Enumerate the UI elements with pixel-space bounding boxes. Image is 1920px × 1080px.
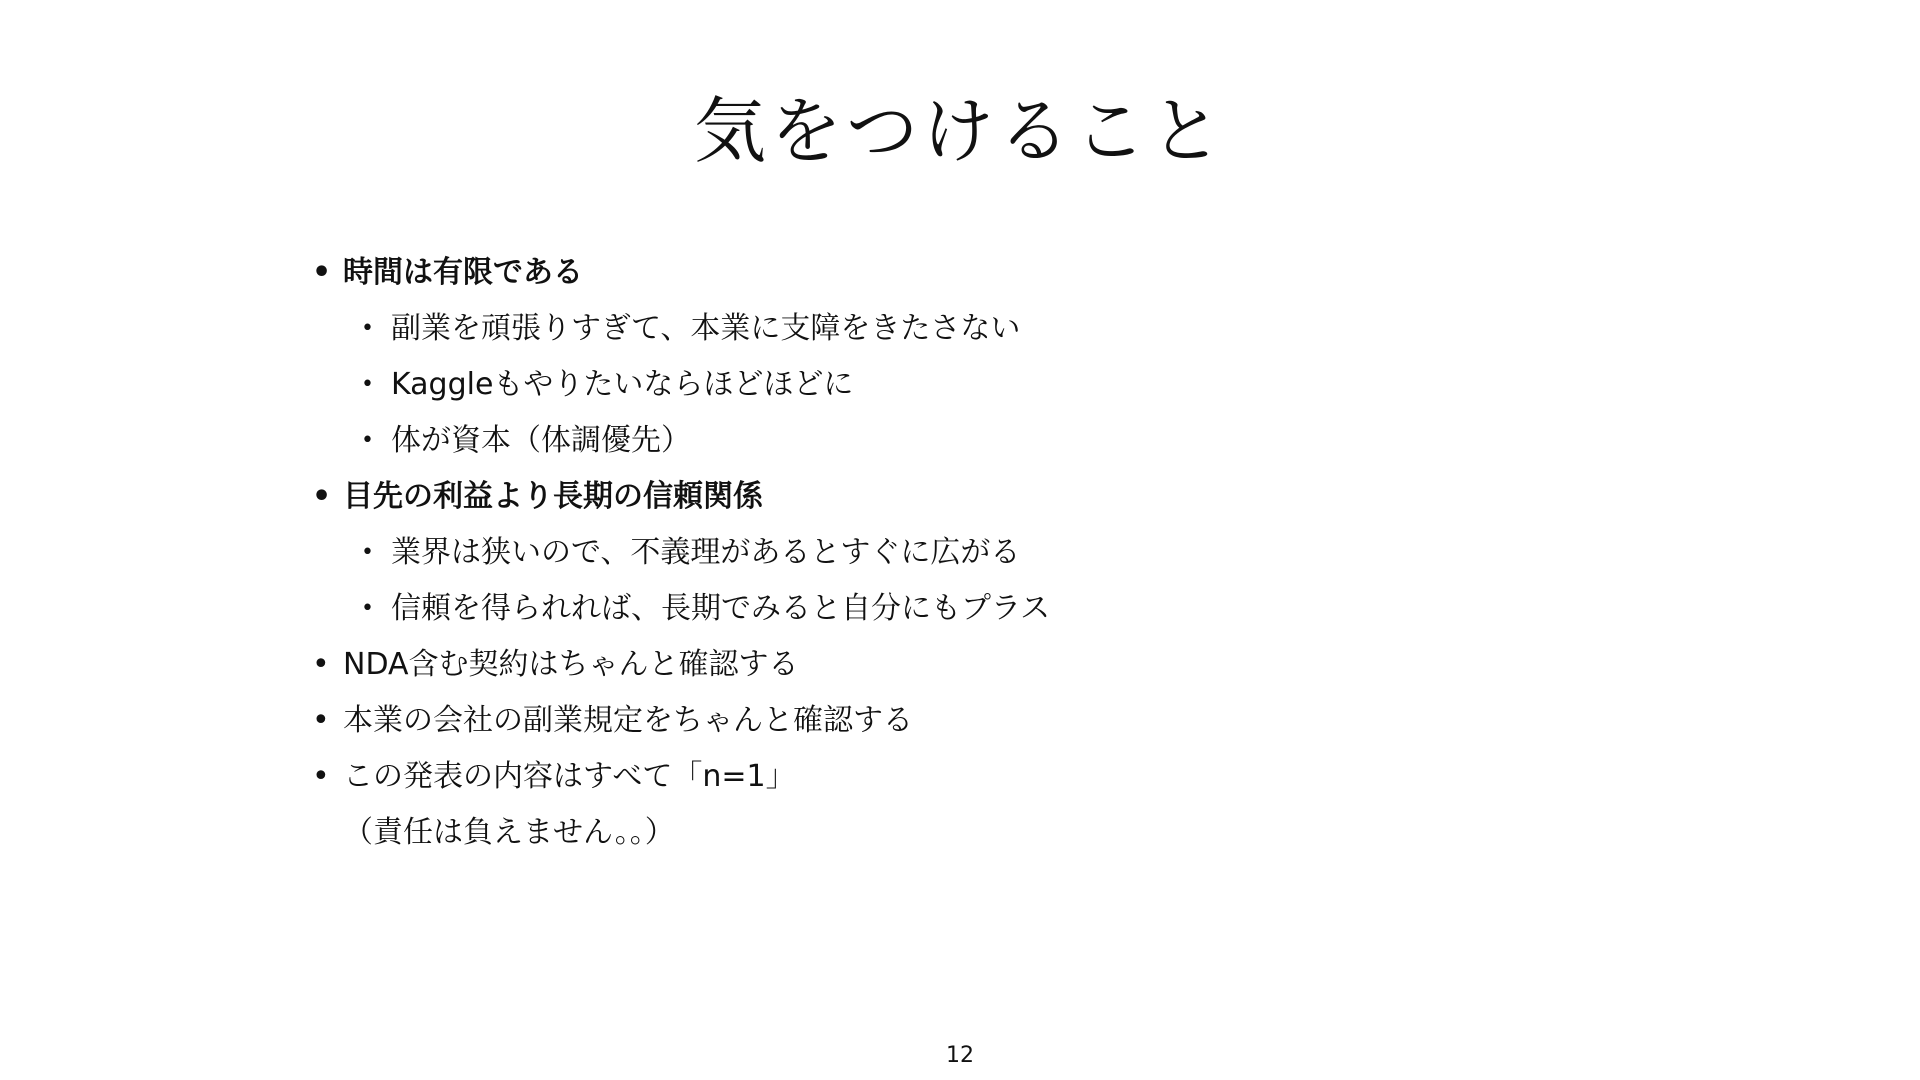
page-number: 12 bbox=[946, 1043, 974, 1068]
list-item-text: この発表の内容はすべて「n=1」 bbox=[343, 759, 796, 794]
list-item-text: 体が資本（体調優先） bbox=[391, 423, 691, 458]
bullet-marker: • bbox=[361, 428, 374, 453]
bullet-marker: • bbox=[312, 703, 330, 738]
sub-list-item bbox=[361, 367, 1812, 402]
list-item-text: Kaggleもやりたいならほどほどに bbox=[391, 367, 854, 402]
bullet-marker: • bbox=[361, 540, 374, 565]
list-item bbox=[312, 255, 1812, 290]
bullet-list bbox=[312, 255, 1812, 871]
bullet-marker: • bbox=[312, 255, 332, 290]
list-item-continuation: （責任は負えません。。） bbox=[343, 815, 675, 850]
list-item bbox=[312, 479, 1812, 514]
bullet-marker: • bbox=[312, 479, 332, 514]
list-item-text: 業界は狭いので、不義理があるとすぐに広がる bbox=[391, 535, 1021, 570]
list-item-text: 本業の会社の副業規定をちゃんと確認する bbox=[343, 703, 913, 738]
list-item-text: 時間は有限である bbox=[343, 255, 583, 290]
bullet-marker: • bbox=[361, 372, 374, 397]
bullet-marker: • bbox=[312, 647, 330, 682]
list-item bbox=[312, 703, 1812, 738]
sub-list-item bbox=[361, 591, 1812, 626]
bullet-marker: • bbox=[361, 596, 374, 621]
sub-list-item bbox=[361, 311, 1812, 346]
list-item-text: 目先の利益より長期の信頼関係 bbox=[343, 479, 763, 514]
list-item bbox=[312, 647, 1812, 682]
list-item-text: 副業を頑張りすぎて、本業に支障をきたさない bbox=[391, 311, 1021, 346]
list-item-text: 信頼を得られれば、長期でみると自分にもプラス bbox=[391, 591, 1051, 626]
list-item bbox=[312, 759, 1812, 850]
sub-list-item bbox=[361, 423, 1812, 458]
list-item-text: NDA含む契約はちゃんと確認する bbox=[343, 647, 799, 682]
bullet-marker: • bbox=[361, 316, 374, 341]
slide-title: 気をつけること bbox=[693, 89, 1226, 173]
sub-list-item bbox=[361, 535, 1812, 570]
bullet-marker: • bbox=[312, 759, 330, 794]
